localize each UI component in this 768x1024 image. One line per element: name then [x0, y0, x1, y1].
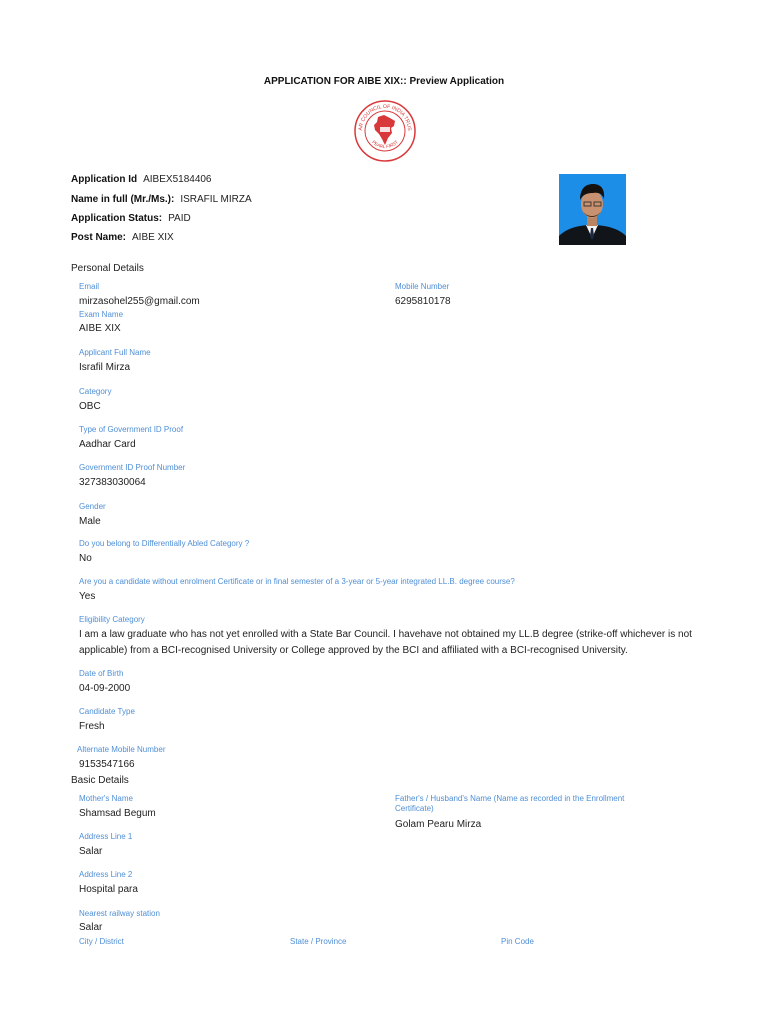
exam-name-value: AIBE XIX: [79, 323, 121, 334]
city-district-label: City / District: [79, 937, 124, 946]
candidate-type-label: Candidate Type: [79, 707, 135, 716]
father-name-value: Golam Pearu Mirza: [395, 819, 482, 830]
application-id-value: AIBEX5184406: [143, 174, 212, 185]
page-title: APPLICATION FOR AIBE XIX:: Preview Application: [263, 76, 505, 87]
bar-council-seal-logo: [354, 100, 416, 162]
address-line-1-value: Salar: [79, 846, 103, 857]
email-label: Email: [79, 282, 100, 291]
alternate-mobile-value: 9153547166: [79, 759, 135, 770]
eligibility-category-value: I am a law graduate who has not yet enrolled with a State Bar Council. I havehave not obtained my LL.B degree (strike-off whichever is not applicable) from a BCI-recognised University or College approved by the BCI and affiliated with a BCI-recognised University.: [79, 629, 692, 656]
candidate-type-value: Fresh: [79, 721, 105, 732]
application-id-label: Application Id: [71, 174, 138, 185]
address-line-1-label: Address Line 1: [79, 832, 133, 841]
applicant-full-name-value: Israfil Mirza: [79, 362, 131, 373]
application-status-value: PAID: [168, 213, 191, 224]
pin-code-label: Pin Code: [501, 937, 534, 946]
category-label: Category: [79, 387, 112, 396]
full-name-row: [71, 194, 252, 205]
address-line-2-value: Hospital para: [79, 884, 138, 895]
father-name-label: Father's / Husband's Name (Name as recorded in the Enrollment Certificate): [395, 794, 625, 813]
basic-details-heading: Basic Details: [71, 775, 129, 786]
applicant-full-name-label: Applicant Full Name: [79, 348, 151, 357]
application-status-row: [71, 213, 191, 224]
post-name-value: AIBE XIX: [132, 232, 174, 243]
category-value: OBC: [79, 401, 101, 412]
full-name-label: Name in full (Mr./Ms.):: [71, 194, 175, 205]
enrolment-question-value: Yes: [79, 591, 96, 602]
id-proof-type-value: Aadhar Card: [79, 439, 136, 450]
gender-value: Male: [79, 516, 101, 527]
date-of-birth-label: Date of Birth: [79, 669, 124, 678]
full-name-value: ISRAFIL MIRZA: [180, 194, 252, 205]
personal-details-heading: Personal Details: [71, 263, 144, 274]
svg-text:PEARL FIRST: PEARL FIRST: [371, 139, 399, 150]
application-id-row: [71, 174, 212, 185]
state-province-label: State / Province: [290, 937, 347, 946]
differently-abled-label: Do you belong to Differentially Abled Category ?: [79, 539, 250, 548]
address-line-2-label: Address Line 2: [79, 870, 133, 879]
mother-name-label: Mother's Name: [79, 794, 133, 803]
post-name-label: Post Name:: [71, 232, 127, 243]
mother-name-value: Shamsad Begum: [79, 808, 156, 819]
email-value: mirzasohel255@gmail.com: [79, 296, 200, 307]
gender-label: Gender: [79, 502, 106, 511]
mobile-number-value: 6295810178: [395, 296, 451, 307]
differently-abled-value: No: [79, 553, 92, 564]
alternate-mobile-label: Alternate Mobile Number: [77, 745, 166, 754]
enrolment-question-label: Are you a candidate without enrolment Certificate or in final semester of a 3-year or 5-year integrated LL.B. degree course?: [79, 577, 515, 586]
date-of-birth-value: 04-09-2000: [79, 683, 131, 694]
application-status-label: Application Status:: [71, 213, 163, 224]
post-name-row: [71, 232, 174, 243]
nearest-railway-value: Salar: [79, 922, 103, 933]
id-proof-number-value: 327383030064: [79, 477, 146, 488]
exam-name-label: Exam Name: [79, 310, 124, 319]
nearest-railway-label: Nearest railway station: [79, 909, 160, 918]
mobile-number-label: Mobile Number: [395, 282, 450, 291]
svg-text:BAR COUNCIL OF INDIA TRUST: AR COUNCIL OF INDIA TRUS: [357, 103, 413, 132]
eligibility-category-label: Eligibility Category: [79, 615, 145, 624]
id-proof-number-label: Government ID Proof Number: [79, 463, 186, 472]
id-proof-type-label: Type of Government ID Proof: [79, 425, 184, 434]
applicant-photo: [559, 174, 626, 245]
